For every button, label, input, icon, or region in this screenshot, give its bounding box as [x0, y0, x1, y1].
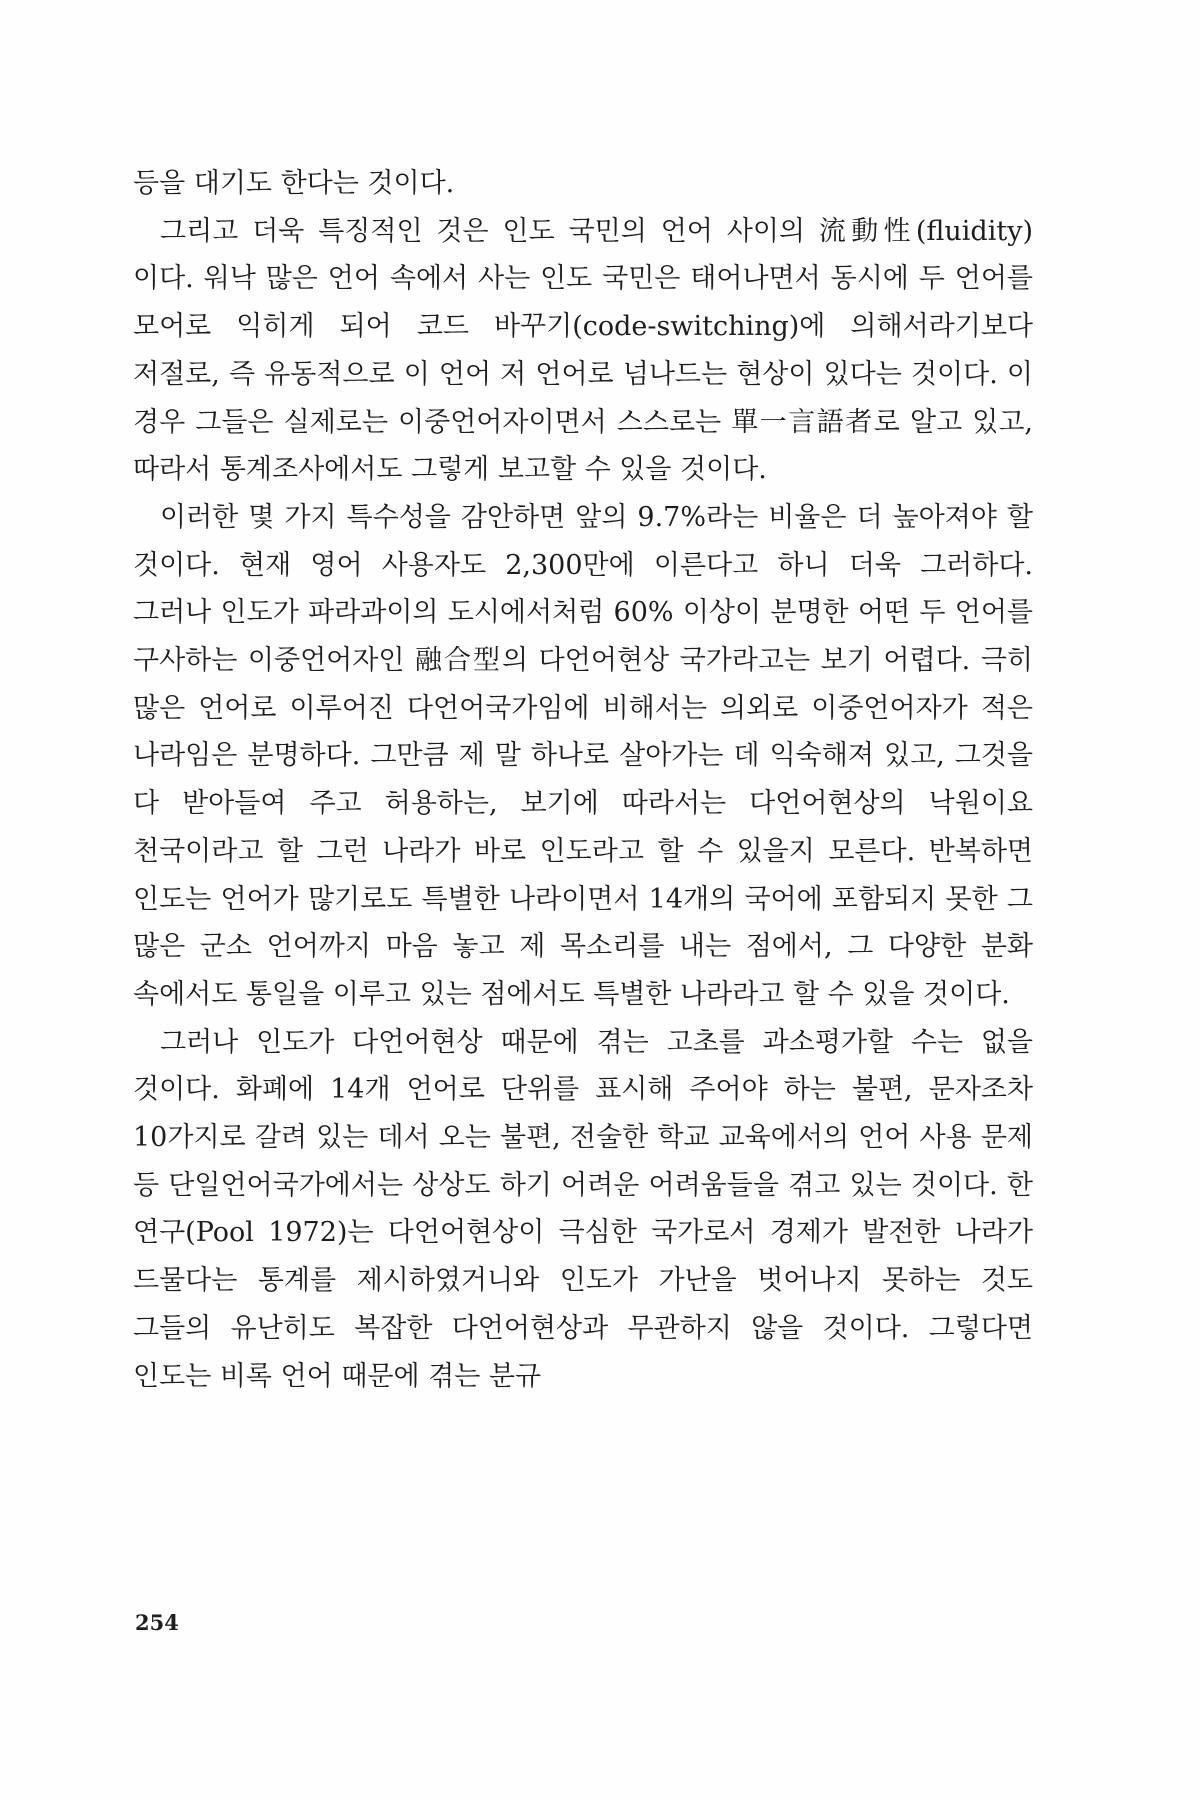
paragraph-fluidity: 그리고 더욱 특징적인 것은 인도 국민의 언어 사이의 流動性(fluidity)이다. 워낙 많은 언어 속에서 사는 인도 국민은 태어나면서 동시에 두 언어를 모어로 익히게 되어 코드 바꾸기(code-switching)에 의해서라기보다 저절로, 즉 유동적으로 이 언어 저 언어로 넘나드는 현상이 있다는 것이다. 이 경우 그들은 실제로는 이중언어자이면서 스스로는 單一言語者로 알고 있고, 따라서 통계조사에서도 그렇게 보고할 수 있을 것이다.	[133, 215, 1033, 486]
paragraph-hardships: 그러나 인도가 다언어현상 때문에 겪는 고초를 과소평가할 수는 없을 것이다. 화폐에 14개 언어로 단위를 표시해 주어야 하는 불편, 문자조차 10가지로 갈려 있는 데서 오는 불편, 전술한 학교 교육에서의 언어 사용 문제 등 단일언어국가에서는 상상도 하기 어려운 어려움들을 겪고 있는 것이다. 한 연구(Pool 1972)는 다언어현상이 극심한 국가로서 경제가 발전한 나라가 드물다는 통계를 제시하였거니와 인도가 가난을 벗어나지 못하는 것도 그들의 유난히도 복잡한 다언어현상과 무관하지 않을 것이다. 그렇다면 인도는 비록 언어 때문에 겪는 분규	[133, 1026, 1033, 1392]
paragraph-continuation: 등을 대기도 한다는 것이다.	[133, 168, 455, 199]
page-number: 254	[135, 1610, 179, 1635]
body-text	[133, 160, 1033, 1400]
paragraph-bilingualism: 이러한 몇 가지 특수성을 감안하면 앞의 9.7%라는 비율은 더 높아져야 할 것이다. 현재 영어 사용자도 2,300만에 이른다고 하니 더욱 그러하다. 그러나 인도가 파라과이의 도시에서처럼 60% 이상이 분명한 어떤 두 언어를 구사하는 이중언어자인 融合型의 다언어현상 국가라고는 보기 어렵다. 극히 많은 언어로 이루어진 다언어국가임에 비해서는 의외로 이중언어자가 적은 나라임은 분명하다. 그만큼 제 말 하나로 살아가는 데 익숙해져 있고, 그것을 다 받아들여 주고 허용하는, 보기에 따라서는 다언어현상의 낙원이요 천국이라고 할 그런 나라가 바로 인도라고 할 수 있을지 모른다. 반복하면 인도는 언어가 많기로도 특별한 나라이면서 14개의 국어에 포함되지 못한 그 많은 군소 언어까지 마음 놓고 제 목소리를 내는 점에서, 그 다양한 분화 속에서도 통일을 이루고 있는 점에서도 특별한 나라라고 할 수 있을 것이다.	[133, 501, 1033, 1010]
